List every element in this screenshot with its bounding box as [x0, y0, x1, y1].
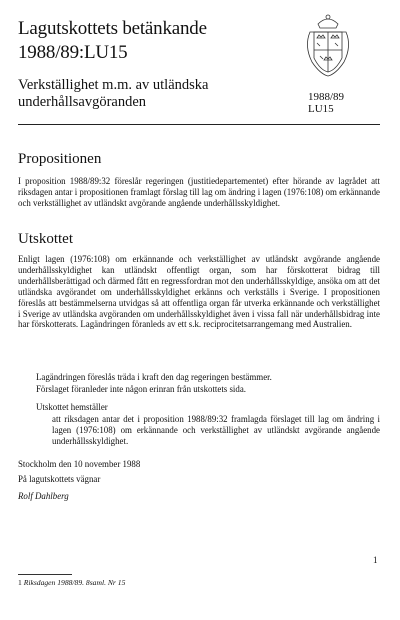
title-line-2: 1988/89:LU15	[18, 42, 128, 63]
utskottet-paragraph-3: Förslaget föranleder inte någon erinran från utskottets sida.	[36, 384, 246, 394]
place-and-date: Stockholm den 10 november 1988	[18, 459, 141, 469]
hemstaller-motion: att riksdagen antar det i proposition 1988/89:32 framlagda förslaget till lag om ändring i lagen (1976:108) om erkännande och verkställighet av utländskt avgörande angående underhållsskyldighet.	[52, 414, 380, 446]
subtitle-line-2: underhållsavgöranden	[18, 94, 147, 110]
heading-utskottet: Utskottet	[18, 231, 73, 247]
reference-year: 1988/89	[308, 91, 345, 103]
title-line-1: Lagutskottets betänkande	[18, 18, 207, 39]
propositionen-text: I proposition 1988/89:32 föreslår regeringen (justitiedepartementet) efter hörande av lagrådet att riksdagen antar i propositionen framlagt förslag till lag om ändring i lagen (1976:108) om erkännande och verkställighet av utländskt avgörande angående underhållsskyldighet.	[18, 176, 380, 208]
heading-propositionen: Propositionen	[18, 151, 102, 167]
utskottet-paragraph-2: Lagändringen föreslås träda i kraft den dag regeringen bestämmer.	[36, 372, 272, 382]
footnote-marker: 1	[18, 578, 22, 587]
signature: Rolf Dahlberg	[18, 491, 69, 501]
on-behalf-line: På lagutskottets vägnar	[18, 474, 101, 484]
footnote-divider	[18, 574, 72, 575]
subtitle-line-1: Verkställighet m.m. av utländska	[18, 77, 209, 93]
hemstaller-label: Utskottet hemställer	[36, 402, 108, 412]
utskottet-paragraph-1: Enligt lagen (1976:108) om erkännande och verkställighet av utländskt avgörande angående underhållsskyldighet kan utländskt offentligt organ, som har förskotterat bidrag till underhållsberättigad och därmed fått en regressfordran mot den underhållsskyldige, ansöka om att det utländska avgörandet om underhållsskyldighet erkänns och verkställs i Sverige. I propositionen föreslås att bestämmelserna utvidgas så att offentliga organ får utverka erkännande och verkställighet i Sverige av utländska avgöranden om underhållsskyldighet även i vissa fall när underhållsbidrag inte har förskotterats. Lagändringen föranleds av ett s.k. reciprocitetsarrangemang med Australien.	[18, 254, 380, 330]
footnote	[18, 578, 125, 587]
reference-code: LU15	[308, 103, 334, 115]
footnote-text: Riksdagen 1988/89. 8saml. Nr 15	[23, 578, 126, 587]
document-reference	[308, 91, 344, 115]
page-number: 1	[373, 555, 378, 565]
document-title	[18, 17, 207, 65]
header-divider	[18, 124, 380, 125]
document-subtitle	[18, 77, 208, 111]
swedish-crest-icon	[300, 10, 356, 82]
